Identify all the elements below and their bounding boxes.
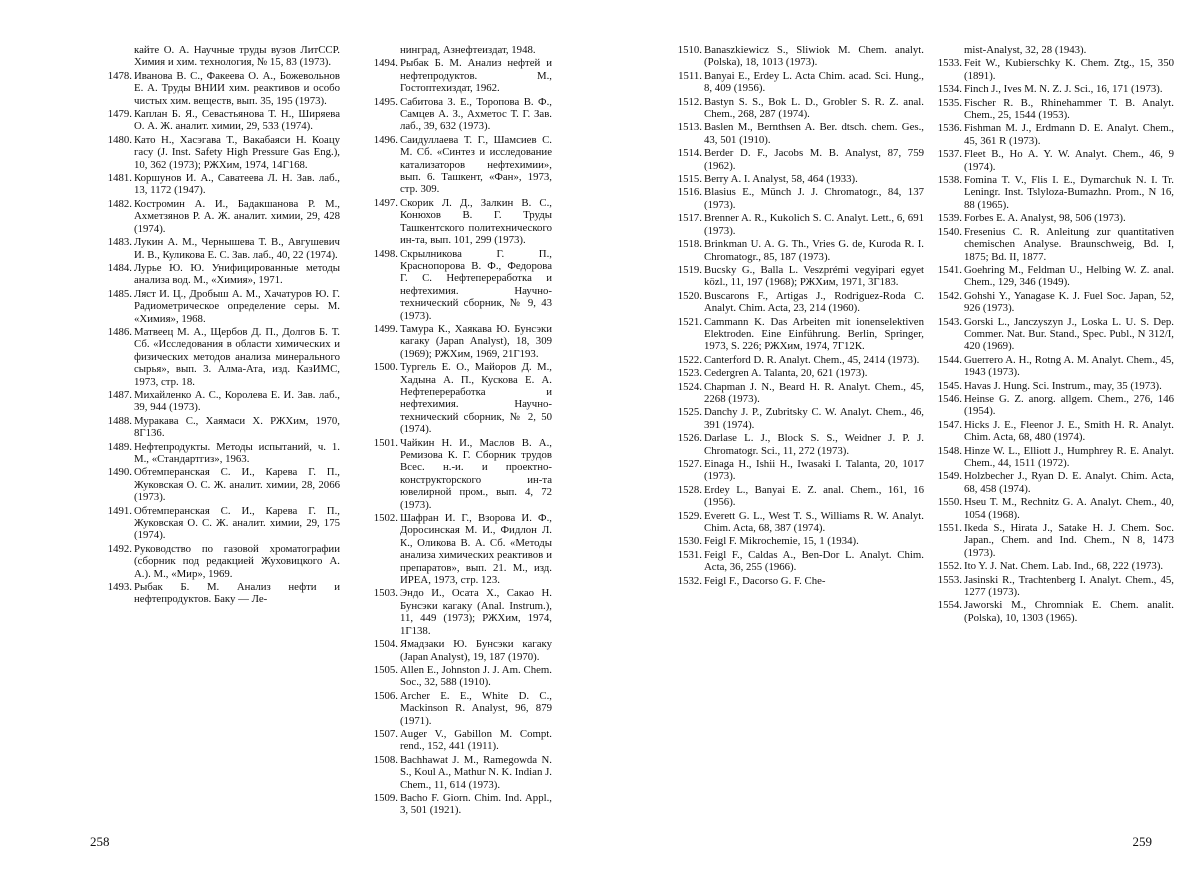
reference-number: 1508. (373, 753, 398, 766)
reference-entry (90, 134, 340, 171)
reference-continuation (90, 44, 340, 69)
reference-number: 1521. (677, 315, 702, 328)
reference-entry (356, 57, 552, 94)
reference-number: 1479. (107, 108, 132, 121)
reference-number: 1548. (937, 444, 962, 457)
reference-entry (920, 83, 1174, 95)
reference-text: Михайленко А. С., Королева Е. И. Зав. лаб., 39, 944 (1973). (134, 388, 340, 414)
reference-number: 1496. (373, 133, 398, 146)
page-number: 259 (1132, 834, 1152, 849)
reference-number: 1494. (373, 57, 398, 70)
reference-number: 1478. (107, 69, 132, 82)
reference-entry (660, 458, 924, 483)
reference-entry (90, 236, 340, 261)
reference-number: 1481. (107, 172, 132, 185)
reference-entry (920, 445, 1174, 470)
reference-text: нинград, Азнефтеиздат, 1948. (400, 44, 536, 56)
reference-entry (660, 121, 924, 146)
reference-entry (90, 415, 340, 440)
reference-text: Erdey L., Banyai E. Z. anal. Chem., 161, 16 (1956). (704, 483, 924, 509)
reference-number: 1518. (677, 238, 702, 251)
reference-number: 1519. (677, 263, 702, 276)
reference-text: Goehring M., Feldman U., Helbing W. Z. anal. Chem., 129, 346 (1949). (964, 263, 1174, 289)
reference-entry (920, 290, 1174, 315)
reference-entry (660, 367, 924, 379)
reference-number: 1528. (677, 483, 702, 496)
reference-text: Лурье Ю. Ю. Унифицированные методы анализа вод. М., «Химия», 1971. (134, 261, 340, 287)
reference-number: 1506. (373, 689, 398, 702)
reference-number: 1522. (677, 353, 702, 366)
reference-entry (920, 496, 1174, 521)
reference-entry (356, 587, 552, 637)
reference-text: Ляст И. Ц., Дробыш А. М., Хачатуров Ю. Г. Радиометрическое определение серы. М. «Химия», 1968. (134, 287, 340, 325)
reference-entry (660, 575, 924, 587)
reference-entry (660, 147, 924, 172)
reference-number: 1542. (937, 289, 962, 302)
reference-entry (90, 581, 340, 606)
reference-number: 1531. (677, 548, 702, 561)
reference-number: 1482. (107, 197, 132, 210)
right-page (640, 0, 1200, 880)
reference-number: 1493. (107, 581, 132, 594)
reference-number: 1501. (373, 436, 398, 449)
reference-text: Bachhawat J. M., Ramegowda N. S., Koul A., Mathur N. K. Indian J. Chem., 11, 614 (1973). (400, 753, 552, 791)
reference-entry (90, 198, 340, 235)
reference-number: 1514. (677, 147, 702, 160)
reference-text: Fomina T. V., Flis I. E., Dymarchuk N. I. Tr. Leningr. Inst. Tslyloza-Bumazhn. Prom., N 16, 88 (1965). (964, 174, 1174, 211)
reference-number: 1552. (937, 560, 962, 573)
reference-text: Feit W., Kubierschky K. Chem. Ztg., 15, 350 (1891). (964, 57, 1174, 82)
reference-entry (356, 248, 552, 322)
reference-text: Hinze W. L., Elliott J., Humphrey R. E. Analyt. Chem., 44, 1511 (1972). (964, 444, 1174, 469)
reference-number: 1486. (107, 325, 132, 338)
reference-text: Darlase L. J., Block S. S., Weidner J. P. J. Chromatogr. Sci., 11, 272 (1973). (704, 432, 924, 457)
reference-entry (356, 96, 552, 133)
reference-entry (660, 186, 924, 211)
reference-text: Коршунов И. А., Саватеева Л. Н. Зав. лаб., 13, 1172 (1947). (134, 172, 340, 197)
reference-number: 1480. (107, 133, 132, 146)
reference-entry (90, 172, 340, 197)
reference-number: 1507. (373, 727, 398, 740)
reference-entry (356, 361, 552, 435)
reference-text: Bucsky G., Balla L. Veszprémi vegyipari egyet közl., 11, 197 (1968); РЖХим, 1971, 3Г183. (704, 263, 924, 289)
reference-number: 1550. (937, 496, 962, 509)
reference-entry (356, 134, 552, 196)
reference-text: Gorski L., Janczyszyn J., Loska L. U. S. Dep. Commer. Nat. Bur. Stand., Spec. Publ., N 312/I, 420 (1969). (964, 315, 1174, 353)
reference-text: Рыбак Б. М. Анализ нефти и нефтепродуктов. Баку — Ле- (134, 581, 340, 606)
left-page-column-2 (356, 44, 552, 818)
reference-text: Feigl F., Dacorso G. F. Che- (704, 574, 826, 587)
reference-number: 1499. (373, 322, 398, 335)
reference-entry (660, 484, 924, 509)
reference-number: 1517. (677, 212, 702, 225)
reference-entry (920, 148, 1174, 173)
reference-text: Einaga H., Ishii H., Iwasaki I. Talanta, 20, 1017 (1973). (704, 458, 924, 483)
reference-number: 1512. (677, 95, 702, 108)
reference-number: 1551. (937, 522, 962, 535)
reference-number: 1532. (677, 574, 702, 587)
reference-text: Нефтепродукты. Методы испытаний, ч. 1. М., «Стандартгиз», 1963. (134, 440, 340, 465)
reference-text: кайте О. А. Научные труды вузов ЛитССР. Химия и хим. технология, № 15, 83 (1973). (134, 44, 340, 69)
reference-entry (920, 226, 1174, 263)
reference-number: 1504. (373, 638, 398, 651)
reference-number: 1491. (107, 504, 132, 517)
reference-entry (90, 262, 340, 287)
reference-text: mist-Analyst, 32, 28 (1943). (964, 44, 1087, 56)
reference-entry (920, 212, 1174, 224)
left-page-column-1 (90, 44, 340, 607)
reference-number: 1543. (937, 315, 962, 328)
reference-text: Ikeda S., Hirata J., Satake H. J. Chem. Soc. Japan., Chem. and Ind. Chem., N 8, 1473 (1973). (964, 522, 1174, 559)
reference-text: Jaworski M., Chromniak E. Chem. analit. (Polska), 10, 1303 (1965). (964, 599, 1174, 624)
reference-number: 1538. (937, 174, 962, 187)
reference-number: 1497. (373, 196, 398, 209)
reference-number: 1498. (373, 247, 398, 260)
reference-text: Чайкин Н. И., Маслов В. А., Ремизова К. Г. Сборник трудов Всес. н.-и. и проектно-конструкторского ин-та ювелирной пром., вып. 4, 72 (1973). (400, 436, 552, 511)
reference-text: Ямадзаки Ю. Бунсэки кагаку (Japan Analyst), 19, 187 (1970). (400, 638, 552, 663)
reference-entry (90, 108, 340, 133)
reference-text: Муракава С., Хаямаси Х. РЖХим, 1970, 8Г136. (134, 414, 340, 440)
right-page-column-2 (920, 44, 1174, 625)
reference-number: 1537. (937, 148, 962, 161)
reference-text: Havas J. Hung. Sci. Instrum., may, 35 (1973). (964, 379, 1162, 392)
reference-number: 1544. (937, 353, 962, 366)
reference-text: Cammann K. Das Arbeiten mit ionenselektiven Elektroden. Eine Einführung. Berlin, Springer, 1973, S. 226; РЖХим, 1974, 7Г12К. (704, 315, 924, 353)
reference-number: 1540. (937, 225, 962, 238)
reference-text: Костромин А. И., Бадакшанова Р. М., Ахметзянов Р. А. Ж. аналит. химии, 29, 428 (1974). (134, 197, 340, 235)
reference-text: Allen E., Johnston J. J. Am. Chem. Soc., 32, 588 (1910). (400, 663, 552, 689)
reference-number: 1516. (677, 186, 702, 199)
reference-number: 1503. (373, 587, 398, 600)
reference-number: 1490. (107, 466, 132, 479)
reference-number: 1534. (937, 83, 962, 96)
reference-entry (660, 70, 924, 95)
reference-number: 1533. (937, 57, 962, 70)
reference-number: 1523. (677, 367, 702, 380)
reference-text: Banaszkiewicz S., Sliwiok M. Chem. analyt. (Polska), 18, 1013 (1973). (704, 44, 924, 69)
right-page-column-1 (660, 44, 924, 588)
reference-number: 1539. (937, 212, 962, 225)
reference-number: 1545. (937, 379, 962, 392)
reference-text: Тамура К., Хаякава Ю. Бунсэки кагаку (Japan Analyst), 18, 309 (1969); РЖХим, 1969, 21Г193. (400, 322, 552, 360)
reference-entry (90, 389, 340, 414)
reference-text: Canterford D. R. Analyt. Chem., 45, 2414 (1973). (704, 353, 920, 366)
reference-entry (90, 288, 340, 325)
reference-entry (920, 574, 1174, 599)
reference-number: 1525. (677, 406, 702, 419)
left-page (0, 0, 560, 880)
reference-text: Auger V., Gabillon M. Compt. rend., 152, 441 (1911). (400, 727, 552, 753)
reference-text: Buscarons F., Artigas J., Rodriguez-Roda C. Analyt. Chim. Acta, 23, 214 (1960). (704, 289, 924, 315)
reference-number: 1553. (937, 573, 962, 586)
reference-number: 1524. (677, 380, 702, 393)
reference-number: 1502. (373, 512, 398, 525)
reference-entry (660, 354, 924, 366)
reference-entry (356, 197, 552, 247)
reference-text: Everett G. L., West T. S., Williams R. W. Analyt. Chim. Acta, 68, 387 (1974). (704, 509, 924, 535)
reference-entry (356, 792, 552, 817)
reference-entry (356, 728, 552, 753)
reference-number: 1510. (677, 44, 702, 56)
reference-entry (660, 96, 924, 121)
reference-entry (660, 510, 924, 535)
reference-text: Bacho F. Giorn. Chim. Ind. Appl., 3, 501 (1921). (400, 791, 552, 817)
reference-entry (920, 57, 1174, 82)
reference-text: Jasinski R., Trachtenberg I. Analyt. Chem., 45, 1277 (1973). (964, 573, 1174, 599)
reference-text: Fischer R. B., Rhinehammer T. B. Analyt. Chem., 25, 1544 (1953). (964, 96, 1174, 122)
reference-number: 1509. (373, 791, 398, 804)
reference-text: Fishman M. J., Erdmann D. E. Analyt. Chem., 45, 361 R (1973). (964, 122, 1174, 147)
reference-number: 1535. (937, 96, 962, 109)
reference-entry (660, 238, 924, 263)
reference-number: 1541. (937, 263, 962, 276)
reference-text: Hicks J. E., Fleenor J. E., Smith H. R. Analyt. Chim. Acta, 68, 480 (1974). (964, 418, 1174, 444)
reference-continuation (356, 44, 552, 56)
reference-text: Berry A. I. Analyst, 58, 464 (1933). (704, 173, 858, 186)
reference-text: Скорик Л. Д., Залкин В. С., Конюхов В. Г. Труды Ташкентского политехнического ин-та, вып. 101, 299 (1973). (400, 196, 552, 247)
reference-entry (920, 393, 1174, 418)
reference-number: 1530. (677, 535, 702, 548)
reference-entry (660, 432, 924, 457)
reference-text: Руководство по газовой хроматографии (сборник под редакцией Жуховицкого А. А.). М., «Мир», 1969. (134, 542, 340, 580)
reference-number: 1547. (937, 418, 962, 431)
reference-number: 1520. (677, 289, 702, 302)
reference-entry (660, 381, 924, 406)
reference-number: 1526. (677, 432, 702, 445)
reference-text: Каплан Б. Я., Севастьянова Т. Н., Ширяева О. А. Ж. аналит. химии, 29, 533 (1974). (134, 108, 340, 133)
reference-text: Berder D. F., Jacobs M. B. Analyst, 87, 759 (1962). (704, 147, 924, 172)
reference-number: 1546. (937, 392, 962, 405)
reference-text: Матвеец М. А., Щербов Д. П., Долгов Б. Т. Сб. «Исследования в области химических и физических методов анализа минерального сырья», вып. 3. Алма-Ата, изд. КазИМС, 1973, стр. 18. (134, 325, 340, 388)
reference-entry (356, 437, 552, 511)
reference-entry (920, 316, 1174, 353)
reference-number: 1549. (937, 470, 962, 483)
reference-entry (920, 264, 1174, 289)
reference-text: Heinse G. Z. anorg. allgem. Chem., 276, 146 (1954). (964, 392, 1174, 418)
reference-text: Gohshi Y., Yanagase K. J. Fuel Soc. Japan, 52, 926 (1973). (964, 289, 1174, 315)
reference-entry (660, 212, 924, 237)
reference-text: Bastyn S. S., Bok L. D., Grobler S. R. Z. anal. Chem., 268, 287 (1974). (704, 95, 924, 121)
reference-text: Лукин А. М., Чернышева Т. В., Авгушевич И. В., Куликова Е. С. Зав. лаб., 40, 22 (1974). (134, 236, 340, 261)
reference-text: Chapman J. N., Beard H. R. Analyt. Chem., 45, 2268 (1973). (704, 380, 924, 405)
reference-entry (920, 354, 1174, 379)
reference-number: 1489. (107, 440, 132, 453)
reference-text: Сабитова З. Е., Торопова В. Ф., Самцев А. З., Ахметос Т. Г. Зав. лаб., 39, 632 (1973). (400, 95, 552, 133)
reference-number: 1488. (107, 414, 132, 427)
reference-entry (660, 173, 924, 185)
reference-entry (920, 560, 1174, 572)
page-number: 258 (90, 834, 110, 849)
reference-text: Обтемперанская С. И., Карева Г. П., Жуковская О. С. Ж. аналит. химии, 28, 2066 (1973). (134, 466, 340, 504)
reference-text: Forbes E. A. Analyst, 98, 506 (1973). (964, 212, 1126, 225)
reference-number: 1483. (107, 236, 132, 249)
reference-number: 1500. (373, 361, 398, 374)
reference-text: Шафран И. Г., Взорова И. Ф., Доросинская М. И., Фидлон Л. К., Оликова В. А. Сб. «Методы анализа химических реактивов и препаратов», вып. 21. М., изд. ИРЕА, 1973, стр. 123. (400, 512, 552, 587)
reference-entry (660, 406, 924, 431)
reference-text: Baslen M., Bernthsen A. Ber. dtsch. chem. Ges., 43, 501 (1910). (704, 121, 924, 146)
reference-entry (920, 122, 1174, 147)
reference-entry (90, 70, 340, 107)
reference-entry (356, 664, 552, 689)
reference-entry (660, 316, 924, 353)
reference-entry (920, 174, 1174, 211)
reference-text: Danchy J. P., Zubritsky C. W. Analyt. Chem., 46, 391 (1974). (704, 406, 924, 431)
reference-number: 1492. (107, 542, 132, 555)
reference-text: Feigl F. Mikrochemie, 15, 1 (1934). (704, 535, 859, 548)
reference-text: Feigl F., Caldas A., Ben-Dor L. Analyt. Chim. Acta, 36, 255 (1966). (704, 548, 924, 574)
reference-number: 1485. (107, 287, 132, 300)
reference-entry (356, 690, 552, 727)
reference-text: Обтемперанская С. И., Карева Г. П., Жуковская О. С. Ж. аналит. химии, 29, 175 (1974). (134, 504, 340, 542)
reference-text: Holzbecher J., Ryan D. E. Analyt. Chim. Acta, 68, 458 (1974). (964, 470, 1174, 495)
reference-text: Hseu T. M., Rechnitz G. A. Analyt. Chem., 40, 1054 (1968). (964, 496, 1174, 521)
reference-entry (356, 638, 552, 663)
reference-number: 1505. (373, 663, 398, 676)
reference-entry (90, 441, 340, 466)
reference-text: Blasius E., Münch J. J. Chromatogr., 84, 137 (1973). (704, 186, 924, 211)
reference-text: Cedergren A. Talanta, 20, 621 (1973). (704, 367, 868, 380)
reference-text: Ito Y. J. Nat. Chem. Lab. Ind., 68, 222 (1973). (964, 560, 1164, 573)
reference-entry (660, 290, 924, 315)
reference-entry (356, 754, 552, 791)
reference-number: 1515. (677, 173, 702, 186)
reference-entry (356, 512, 552, 586)
reference-entry (356, 323, 552, 360)
reference-text: Саидуллаева Т. Г., Шамсиев С. М. Сб. «Синтез и исследование катализаторов нефтехимии», вып. 6. Ташкент, «Фан», 1973, стр. 309. (400, 133, 552, 196)
reference-entry (90, 466, 340, 503)
reference-entry (90, 505, 340, 542)
reference-number: 1527. (677, 458, 702, 470)
reference-entry (920, 599, 1174, 624)
reference-text: Скрылникова Г. П., Краснопорова В. Ф., Федорова Г. С. Нефтепереработка и нефтехимия. Научно-технический сборник, № 9, 43 (1973). (400, 247, 552, 322)
reference-text: Тургель Е. О., Майоров Д. М., Хадына А. П., Кускова Е. А. Нефтепереработка и нефтехимия. Научно-технический сборник, № 2, 50 (1974). (400, 361, 552, 436)
reference-entry (920, 97, 1174, 122)
reference-text: Archer E. E., White D. C., Mackinson R. Analyst, 96, 879 (1971). (400, 689, 552, 727)
reference-entry (90, 543, 340, 580)
reference-number: 1487. (107, 388, 132, 401)
reference-entry (920, 522, 1174, 559)
reference-text: Brinkman U. A. G. Th., Vries G. de, Kuroda R. I. Chromatogr., 85, 187 (1973). (704, 238, 924, 263)
reference-number: 1529. (677, 509, 702, 522)
reference-text: Finch J., Ives M. N. Z. J. Sci., 16, 171 (1973). (964, 83, 1163, 96)
reference-text: Banyai E., Erdey L. Acta Chim. acad. Sci. Hung., 8, 409 (1956). (704, 69, 924, 95)
reference-text: Эндо И., Осата Х., Сакао Н. Бунсэки кагаку (Anal. Instrum.), 11, 449 (1973); РЖХим, 1974, 1Г138. (400, 587, 552, 637)
reference-entry (920, 380, 1174, 392)
reference-text: Fleet B., Ho A. Y. W. Analyt. Chem., 46, 9 (1974). (964, 148, 1174, 173)
reference-number: 1513. (677, 121, 702, 134)
reference-number: 1554. (937, 599, 962, 612)
reference-entry (920, 419, 1174, 444)
reference-entry (660, 264, 924, 289)
reference-text: Brenner A. R., Kukolich S. C. Analyt. Lett., 6, 691 (1973). (704, 212, 924, 237)
reference-text: Fresenius C. R. Anleitung zur quantitativen chemischen Analyse. Braunschweig, Bd. I, 1875; Bd. II, 1877. (964, 225, 1174, 263)
reference-continuation (920, 44, 1174, 56)
reference-entry (90, 326, 340, 388)
reference-text: Guerrero A. H., Rotng A. M. Analyt. Chem., 45, 1943 (1973). (964, 353, 1174, 379)
reference-number: 1536. (937, 122, 962, 135)
reference-number: 1511. (678, 69, 702, 82)
reference-text: Рыбак Б. М. Анализ нефтей и нефтепродуктов. М., Гостоптехиздат, 1962. (400, 57, 552, 95)
reference-entry (660, 44, 924, 69)
reference-text: Иванова В. С., Факеева О. А., Божевольнов Е. А. Труды ВНИИ хим. реактивов и особо чистых хим. веществ, вып. 35, 195 (1973). (134, 69, 340, 107)
reference-text: Като Н., Хасэгава Т., Вакабаяси Н. Коацу гасу (J. Inst. Safety High Pressure Gas Eng.), 10, 362 (1973); РЖХим, 1974, 14Г168. (134, 133, 340, 171)
reference-number: 1495. (373, 95, 398, 108)
reference-entry (920, 470, 1174, 495)
reference-number: 1484. (107, 261, 132, 274)
reference-entry (660, 549, 924, 574)
reference-entry (660, 535, 924, 547)
